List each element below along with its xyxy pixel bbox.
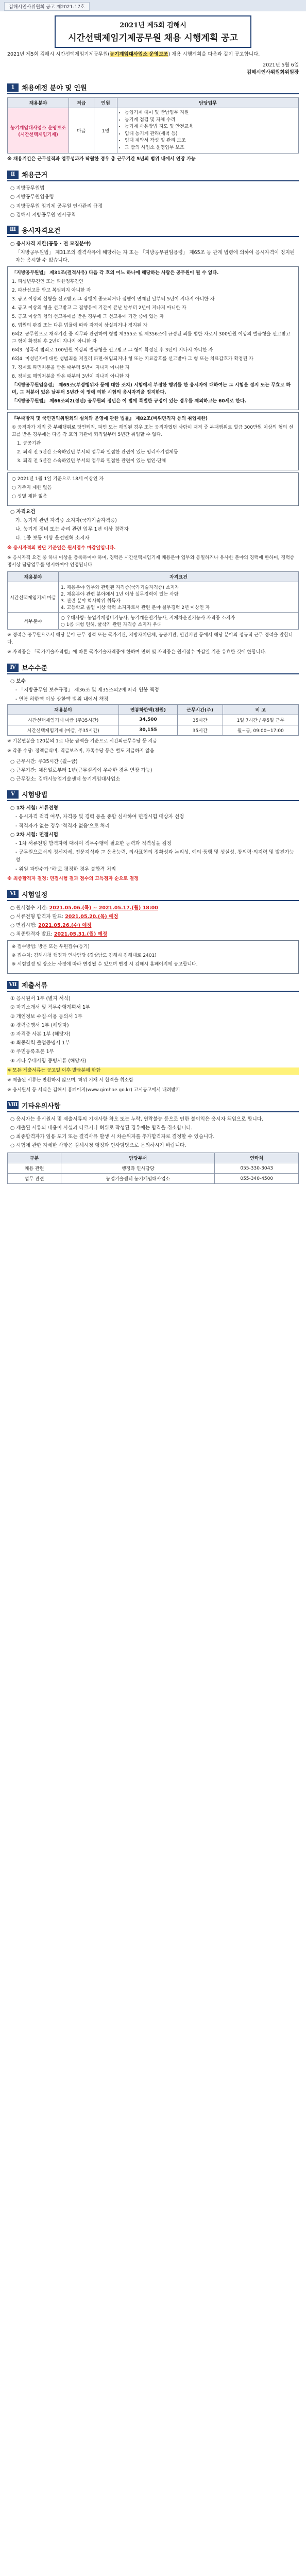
schedule-item: ○ 면접시험: 2021.05.26.(수) 예정: [10, 923, 92, 929]
section-number: Ⅶ: [7, 981, 19, 989]
disqualification-item: 5. 금고 이상의 형의 선고유예를 받은 경우에 그 선고유예 기간 중에 있는 자: [12, 314, 164, 320]
duty-item: • 농기계 사용방법 지도 및 안전교육: [125, 124, 296, 131]
section-title: 응시자격요건: [22, 227, 61, 235]
table-row: 업무 관련 농업기술센터 농기계임대사업소 055-340-4500: [8, 1174, 299, 1184]
disqualification-item: 8. 징계로 해임처분을 받은 때부터 3년이 지나지 아니한 자: [12, 374, 130, 379]
section-title: 시험일정: [22, 891, 48, 899]
eligibility-text: 「지방공무원법」 제31조의 결격사유에 해당하는 자 또는 「지방공무원임용령」 제65조 등 관계 법령에 의하여 응시자격이 정지된 자는 응시할 수 없습니다.: [15, 250, 295, 264]
anti-corruption-box: 『부패방지 및 국민권익위원회의 설치와 운영에 관한 법률』 제82조(비위면직자 등의 취업제한) ① 공직자가 재직 중 부패행위로 당연퇴직, 파면 또는 해임된 경우 또는 공직자였던 사람이 재직 중 부패행위로 벌금 300만원 이상의 형의 선고를 받은 경우에는 다음 각 호의 기관에 퇴직일부터 5년간 취업할 수 없다. 1. 공공기관 2. 퇴직 전 5년간 소속하였던 부서의 업무와 밀접한 관련이 있는 영리사기업체등 3. 퇴직 전 5년간 소속하였던 부서의 업무와 밀접한 관련이 있는 법인·단체: [7, 412, 299, 470]
disqualification-heading: 「지방공무원법」 제31조(결격사유) 다음 각 호의 어느 하나에 해당하는 사람은 공무원이 될 수 없다.: [12, 270, 219, 276]
intro-paragraph: 2021년 제5회 김해시 시간선택제임기제공무원(농기계임대사업소 운영보조) 채용 시행계획을 다음과 같이 공고합니다.: [7, 52, 260, 57]
section-header: [7, 889, 299, 901]
document-item: ③ 개인정보 수집·이용 동의서 1부: [10, 1013, 82, 1020]
retirement-rule: 「지방공무원법」 제66조의2(정년) 공무원의 정년은 이 법에 특별한 규정이 있는 경우를 제외하고는 60세로 한다.: [12, 398, 247, 404]
section-exam-method: Ⅴ 시험방법 ○ 1차 시험: 서류전형 - 응시자격 적격 여부, 자격증 및 경력 등을 종합 심사하여 면접시험 대상자 선정 - 적격자가 없는 경우 '적격자 없음'으로 처리 ○ 2차 시험: 면접시험 - 1차 서류전형 합격자에 대하여 직무수행에 필요한 능력과 적격성을 검정 - 공무원으로서의 정신자세, 전문지식과 그 응용능력, 의사표현의 정확성과 논리성, 예의·품행 및 성실성, 창의력·의지력 및 발전가능성 - 위원 과반수가 '하'로 평정한 경우 불합격 처리 ※ 최종합격자 결정: 면접시험 결과 점수의 고득점자 순으로 결정: [7, 789, 299, 883]
qualification-item: 나. 농기계 정비 또는 수리 관련 업무 1년 이상 경력자: [15, 527, 129, 533]
table-header: 구분: [8, 1153, 61, 1163]
document-item: ⑤ 자격증 사본 1부 (해당자): [10, 1031, 71, 1038]
section-title: 제출서류: [22, 982, 48, 990]
contact-table: [7, 1153, 299, 1184]
notice-authority: 김해시인사위원회위원장: [247, 69, 299, 75]
disqualification-item: 1. 피성년후견인 또는 피한정후견인: [12, 279, 83, 285]
document-item: ④ 경력증명서 1부 (해당자): [10, 1022, 69, 1028]
table-header: 채용분야: [8, 98, 69, 108]
qualification-red-note: ※ 응시자격의 판단 기준일은 원서접수 마감일입니다.: [7, 545, 116, 551]
section-title: 기타유의사항: [22, 1102, 61, 1110]
section-header: [7, 82, 299, 94]
section-other-notes: Ⅷ 기타유의사항 ○ 응시자는 응시원서 및 제출서류의 기재사항 착오 또는 누락, 연락불능 등으로 인한 불이익은 응시자 책임으로 합니다. ○ 제출된 서류의 내용이 사실과 다르거나 허위로 작성된 경우에는 합격을 취소합니다. ○ 최종합격자가 임용 포기 또는 결격사유 발생 시 차순위자를 추가합격자로 결정할 수 있습니다. ○ 시험에 관한 자세한 사항은 김해시청 행정과 인사담당으로 문의하시기 바랍니다. 구분 담당부서 연락처 채용 관련 행정과 인사담당 055-330-3043 업무 관련 농업기술센터 농기계임대사업소 055-340-4500: [7, 1100, 299, 1184]
schedule-item: ○ 최종합격자 발표: 2021.05.31.(월) 예정: [10, 931, 108, 938]
intro-highlight: 농기계임대사업소 운영보조: [110, 52, 168, 57]
table-row: 시간선택제임기제 마급 (주35시간) 34,500 35시간 1일 7시간 / 주5일 근무: [8, 715, 299, 725]
table-header: 채용분야: [8, 572, 59, 582]
section-header: [7, 1100, 299, 1112]
section-documents: Ⅶ 제출서류 ① 응시원서 1부 (별지 서식) ② 자기소개서 및 직무수행계획서 1부 ③ 개인정보 수집·이용 동의서 1부 ④ 경력증명서 1부 (해당자) ⑤ 자격증 사본 1부 (해당자) ⑥ 최종학력 졸업증명서 1부 ⑦ 주민등록초본 1부 ⑧ 기타 우대사항 증빙서류 (해당자) ※ 모든 제출서류는 공고일 이후 발급분에 한함 ※ 제출된 서류는 반환하지 않으며, 허위 기재 시 합격을 취소함 ※ 응시원서 등 서식은 김해시 홈페이지(www.gimhae.go.kr) 고시공고에서 내려받기: [7, 980, 299, 1094]
section-header: [7, 789, 299, 801]
document-item: ② 자기소개서 및 직무수행계획서 1부: [10, 1005, 91, 1011]
section-schedule: [7, 889, 299, 974]
section-title: 시험방법: [22, 791, 48, 800]
duty-item: • 임대 계약서 작성 및 관리 보조: [125, 138, 296, 145]
table-header: 직급: [69, 98, 94, 108]
license-note: ※ 자격증은 「국가기술자격법」에 따른 국가기술자격증에 한하며 면허 및 자격증은 원서접수 마감일 기준 유효한 것에 한합니다.: [7, 650, 267, 655]
section-number: 1: [7, 83, 19, 92]
section-title: 채용예정 분야 및 인원: [22, 84, 87, 93]
field-cell: 시간선택제임기제 마급: [8, 582, 59, 613]
schedule-notes-box: ※ 접수방법: 방문 또는 우편접수(등기) ※ 접수처: 김해시청 행정과 인사담당 (경상남도 김해시 김해대로 2401) ※ 시험일정 및 장소는 사정에 따라 변경될 수 있으며 변경 시 김해시 홈페이지에 공고합니다.: [7, 940, 299, 974]
final-selection-note: ※ 최종합격자 결정: 면접시험 결과 점수의 고득점자 순으로 결정: [7, 876, 139, 882]
section-number: Ⅴ: [7, 790, 19, 799]
notice-title-line1: 2021년 제5회 김해시: [120, 22, 186, 29]
section-recruitment: [7, 82, 299, 163]
table-header: 비 고: [223, 704, 298, 715]
field-cell: 세부분야: [8, 613, 59, 630]
disqualification-item: 6의4. 미성년자에 대한 성범죄를 저질러 파면·해임되거나 형 또는 치료감호를 선고받아 그 형 또는 치료감호가 확정된 자: [12, 356, 253, 362]
fraud-rule: 「지방공무원임용령」 제65조(부정행위자 등에 대한 조치) 시험에서 부정한 행위를 한 응시자에 대하여는 그 시험을 정지 또는 무효로 하며, 그 처분이 있은 날부터 5년간 이 영에 의한 시험의 응시자격을 정지한다.: [12, 382, 291, 395]
notice-title-box: [55, 15, 251, 48]
requirements-cell: ○ 우대사항: 농업기계정비기능사, 농기계운전기능사, 지게차운전기능사 자격증 소지자 ○ 1종 대형 면허, 굴착기 관련 자격증 소지자 우대: [59, 613, 299, 630]
section-number: Ⅲ: [7, 226, 19, 234]
disqualification-item: 6의3. 성폭력 범죄로 100만원 이상의 벌금형을 선고받고 그 형이 확정된 후 3년이 지나지 아니한 자: [12, 347, 213, 353]
table-row: [8, 582, 299, 613]
table-row: [8, 613, 299, 630]
disqualification-item: 3. 금고 이상의 실형을 선고받고 그 집행이 종료되거나 집행이 면제된 날부터 5년이 지나지 아니한 자: [12, 297, 215, 302]
document-item: ⑦ 주민등록초본 1부: [10, 1049, 54, 1055]
table-header: 자격요건: [59, 572, 299, 582]
table-row: 채용 관련 행정과 인사담당 055-330-3043: [8, 1163, 299, 1174]
section-salary: Ⅳ 보수수준 ○ 보수 - 「지방공무원 보수규정」 제36조 및 제35조의2에 따라 연봉 책정 - 연봉 하한액 이상 상한액 범위 내에서 책정 채용분야 연봉하한액(천원) 근무시간(주) 비 고 시간선택제임기제 마급 (주35시간) 34,500 35시간 1일 7시간 / 주5일 근무 시간선택제임기제 (마급, 주35시간) 30,155 35시간 월~금, 09:00~17:00 ※ 기본연봉을 120분의 1로 나눈 금액을 기준으로 시간외근무수당 등 지급 ※ 각종 수당: 정액급식비, 직급보조비, 가족수당 등은 별도 지급하지 않음 ○ 근무시간: 주35시간 (월~금) ○ 근무기간: 채용일로부터 1년(근무실적이 우수한 경우 연장 가능) ○ 근무장소: 김해시농업기술센터 농기계임대사업소: [7, 663, 299, 783]
disqualification-item: 2. 파산선고를 받고 복권되지 아니한 자: [12, 288, 91, 294]
grade-cell: 마급: [69, 108, 94, 154]
recruitment-note: ※ 채용기간은 근무실적과 업무성과가 탁월한 경우 총 근무기간 5년의 범위 내에서 연장 가능: [7, 157, 196, 162]
notice-date: 2021년 5월 6일: [263, 62, 299, 68]
requirements-cell: 1. 채용분야 업무와 관련된 자격증(국가기술자격증) 소지자 2. 채용분야 관련 분야에서 1년 이상 실무경력이 있는 사람 3. 관련 분야 학사학위 취득자 4. 고등학교 졸업 이상 학력 소지자로서 관련 분야 실무경력 2년 이상인 자: [59, 582, 299, 613]
duty-item: • 임대 농기계 관리(세척 등): [125, 131, 296, 138]
qualification-heading: ○ 자격요건: [10, 509, 36, 515]
table-header: 담당업무: [117, 98, 299, 108]
document-item: ⑥ 최종학력 졸업증명서 1부: [10, 1040, 70, 1046]
qualification-table: [7, 571, 299, 630]
table-row: [8, 108, 299, 154]
recruitment-table: [7, 97, 299, 154]
notice-title-line2: 시간선택제임기제공무원 채용 시행계획 공고: [68, 33, 238, 43]
disqualification-box: [7, 266, 299, 410]
section-number: Ⅵ: [7, 890, 19, 898]
qualification-extra-note: ※ 응시자격 요건 중 하나 이상을 충족하여야 하며, 경력은 시간선택제임기제 채용분야 업무와 동일하거나 유사한 분야의 경력에 한하며, 경력증명서상 담당업무를 명시하여야 인정됩니다.: [7, 555, 295, 568]
disqualification-item: 6. 법원의 판결 또는 다른 법률에 따라 자격이 상실되거나 정지된 자: [12, 323, 148, 329]
table-header: 연봉하한액(천원): [119, 704, 177, 715]
section-header: [7, 663, 299, 674]
disqualification-item: 7. 징계로 파면처분을 받은 때부터 5년이 지나지 아니한 자: [12, 365, 130, 370]
duty-item: • 농업기계 대여 및 반납업무 지원: [125, 110, 296, 117]
section-title: 보수수준: [22, 665, 48, 673]
section-title: 채용근거: [22, 172, 48, 180]
schedule-item: ○ 원서접수 기간: 2021.05.06.(목) ~ 2021.05.17.(월) 18:00: [10, 905, 158, 911]
basic-requirements-box: ○ 2021년 1월 1일 기준으로 18세 이상인 자 ○ 거주지 제한 없음 ○ 성별 제한 없음: [7, 472, 299, 506]
basis-item: ○ 지방공무원법: [10, 185, 45, 192]
duty-item: • 그 밖의 사업소 운영업무 보조: [125, 145, 296, 152]
table-row: 시간선택제임기제 (마급, 주35시간) 30,155 35시간 월~금, 09:00~17:00: [8, 725, 299, 735]
count-cell: 1명: [94, 108, 117, 154]
table-header: 담당부서: [61, 1153, 215, 1163]
qualification-item: 가. 농기계 관련 자격증 소지자(국가기술자격증): [15, 518, 117, 524]
basis-item: ○ 지방공무원 임기제 공무원 인사관리 규정: [10, 203, 103, 209]
basis-item: ○ 지방공무원임용령: [10, 194, 54, 200]
document-tab[interactable]: 김해시인사위원회 공고 제2021-17호: [4, 2, 90, 11]
section-number: Ⅱ: [7, 171, 19, 179]
eligibility-heading: ○ 응시자격 제한(공통 · 전 모집분야): [10, 241, 91, 247]
intro-date-block: [7, 62, 299, 77]
section-number: Ⅳ: [7, 664, 19, 672]
section-header: [7, 170, 299, 181]
table-header: 인원: [94, 98, 117, 108]
table-header: 근무시간(주): [177, 704, 223, 715]
salary-table: [7, 704, 299, 736]
field-cell: 농기계임대사업소 운영보조 (시간선택제임기제): [8, 108, 69, 154]
document-item: ⑧ 기타 우대사항 증빙서류 (해당자): [10, 1058, 87, 1064]
qualification-item: 다. 1종 보통 이상 운전면허 소지자: [15, 535, 90, 541]
table-header: 채용분야: [8, 704, 119, 715]
disqualification-item: 6의2. 공무원으로 재직기간 중 직무와 관련하여 형법 제355조 및 제356조에 규정된 죄를 범한 자로서 300만원 이상의 벌금형을 선고받고 그 형이 확정된 후 2년이 지나지 아니한 자: [12, 332, 291, 344]
table-header: 연락처: [215, 1153, 299, 1163]
duties-cell: [117, 108, 299, 154]
section-header: [7, 980, 299, 992]
document-item: ① 응시원서 1부 (별지 서식): [10, 996, 71, 1002]
experience-note: ※ 경력은 공무원으로서 해당 분야 근무 경력 또는 국가기관, 지방자치단체, 공공기관, 민간기관 등에서 해당 분야의 정규직 근무 경력을 말합니다.: [7, 633, 293, 646]
section-eligibility: [7, 225, 299, 656]
disqualification-item: 4. 금고 이상의 형을 선고받고 그 집행유예 기간이 끝난 날부터 2년이 지나지 아니한 자: [12, 306, 186, 311]
basis-item: ○ 김해시 지방공무원 인사규칙: [10, 212, 76, 218]
section-number: Ⅷ: [7, 1101, 19, 1109]
document-tab-bar: [0, 0, 306, 11]
section-header: [7, 225, 299, 237]
section-legal-basis: [7, 170, 299, 219]
duty-item: • 농기계 점검 및 자체 수리: [125, 117, 296, 124]
schedule-item: ○ 서류전형 합격자 발표: 2021.05.20.(목) 예정: [10, 913, 118, 920]
